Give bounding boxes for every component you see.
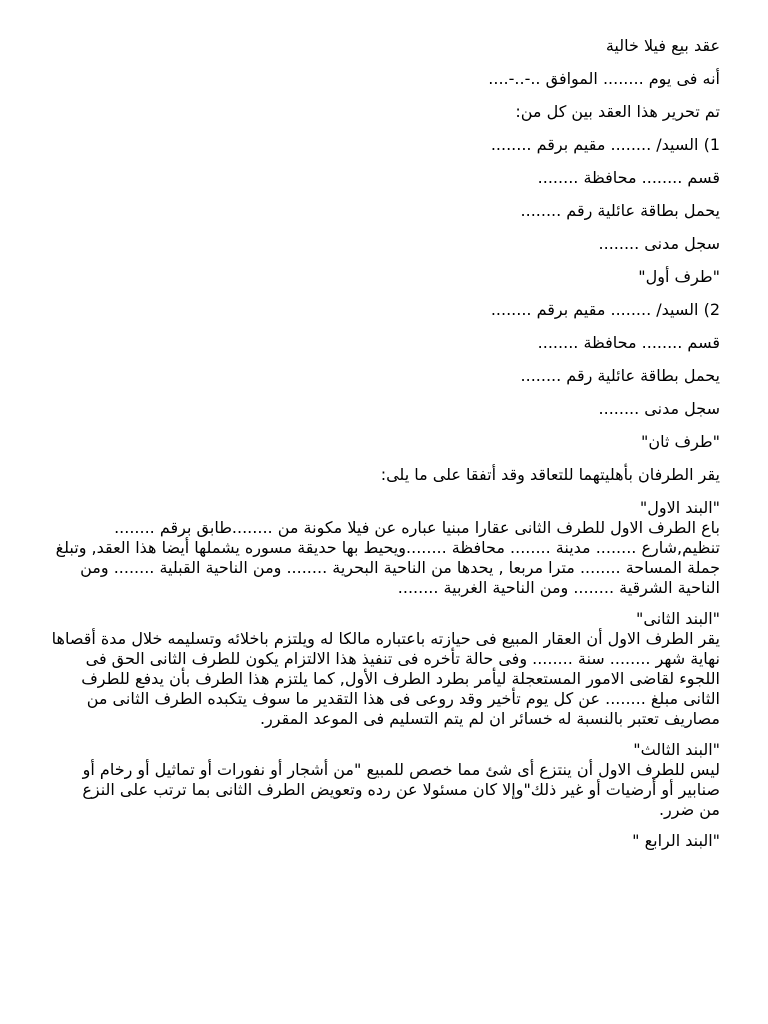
clause-three-heading: "البند الثالث": [633, 740, 720, 759]
party-two-name-line: 2) السيد/ ........ مقيم برقم ........: [490, 300, 720, 319]
clause-one-heading: "البند الاول": [639, 498, 720, 517]
clause-two-row: الثانى مبلغ ........ عن كل يوم تأخير وقد روعى فى هذا التقدير ما سوف يتكبده الطرف الثانى من: [86, 689, 720, 708]
agreement-line: يقر الطرفان بأهليتهما للتعاقد وقد أتفقا على ما يلى:: [380, 465, 720, 484]
clause-one-row: الناحية الشرقية ........ ومن الناحية الغربية ........: [397, 578, 720, 597]
clause-three-body: [46, 760, 720, 820]
contract-page: [46, 36, 720, 851]
date-line: أنه فى يوم ........ الموافق ..-..-....: [488, 69, 720, 88]
clause-one-row: تنظيم,شارع ........ مدينة ........ محافظة ........ويحيط بها حديقة مسوره يشملها أيضا هذا العقد, وتبلغ: [55, 538, 720, 557]
clause-two-row: نهاية شهر ........ سنة ........ وفى حالة تأخره فى تنفيذ هذا الالتزام يكون للطرف الثانى الحق فى: [85, 649, 720, 668]
intro-line: تم تحرير هذا العقد بين كل من:: [515, 102, 720, 121]
clause-four-section: [46, 831, 720, 851]
party-one-name-line: 1) السيد/ ........ مقيم برقم ........: [490, 135, 720, 154]
clause-three-section: [46, 740, 720, 820]
clause-two-heading: "البند الثانى": [636, 609, 720, 628]
party-one-section: [46, 135, 720, 287]
document-title: عقد بيع فيلا خالية: [605, 36, 720, 55]
party-two-registry-line: سجل مدنى ........: [598, 399, 720, 418]
party-two-id-line: يحمل بطاقة عائلية رقم ........: [520, 366, 720, 385]
party-one-registry-line: سجل مدنى ........: [598, 234, 720, 253]
party-one-label: "طرف أول": [638, 267, 720, 286]
clause-three-row: من ضرر.: [658, 800, 720, 819]
clause-two-row: اللجوء لقاضى الامور المستعجلة ليأمر بطرد الطرف الأول, كما يلتزم هذا الطرف بأن يدفع للطرف: [81, 669, 720, 688]
party-one-id-line: يحمل بطاقة عائلية رقم ........: [520, 201, 720, 220]
clause-one-row: جملة المساحة ........ مترا مربعا , يحدها من الناحية البحرية ........ ومن الناحية القبلية ........ ومن: [80, 558, 720, 577]
clause-one-row: باع الطرف الاول للطرف الثانى عقارا مبنيا عباره عن فيلا مكونة من ........طابق برقم ........: [114, 518, 720, 537]
clause-two-row: مصاريف تعتبر بالنسبة له خسائر ان لم يتم التسليم فى الموعد المقرر.: [259, 709, 720, 728]
clause-three-row: صنابير أو أرضيات أو غير ذلك"وإلا كان مسئولا عن رده وتعويض الطرف الثانى بما ترتب على النزع: [82, 780, 720, 799]
party-one-district-line: قسم ........ محافظة ........: [537, 168, 720, 187]
party-two-label: "طرف ثان": [640, 432, 720, 451]
clause-one-section: [46, 498, 720, 598]
clause-two-row: يقر الطرف الاول أن العقار المبيع فى حيازته باعتباره مالكا له ويلتزم باخلائه وتسليمه خلال مدة أقصاها: [51, 629, 720, 648]
party-two-section: [46, 300, 720, 452]
clause-one-body: [46, 518, 720, 598]
clause-three-row: ليس للطرف الاول أن ينتزع أى شئ مما خصص للمبيع "من أشجار أو نفورات أو تماثيل أو رخام أو: [82, 760, 720, 779]
party-two-district-line: قسم ........ محافظة ........: [537, 333, 720, 352]
clause-four-heading: "البند الرابع ": [632, 831, 720, 850]
clause-two-section: [46, 609, 720, 729]
clause-two-body: [46, 629, 720, 729]
